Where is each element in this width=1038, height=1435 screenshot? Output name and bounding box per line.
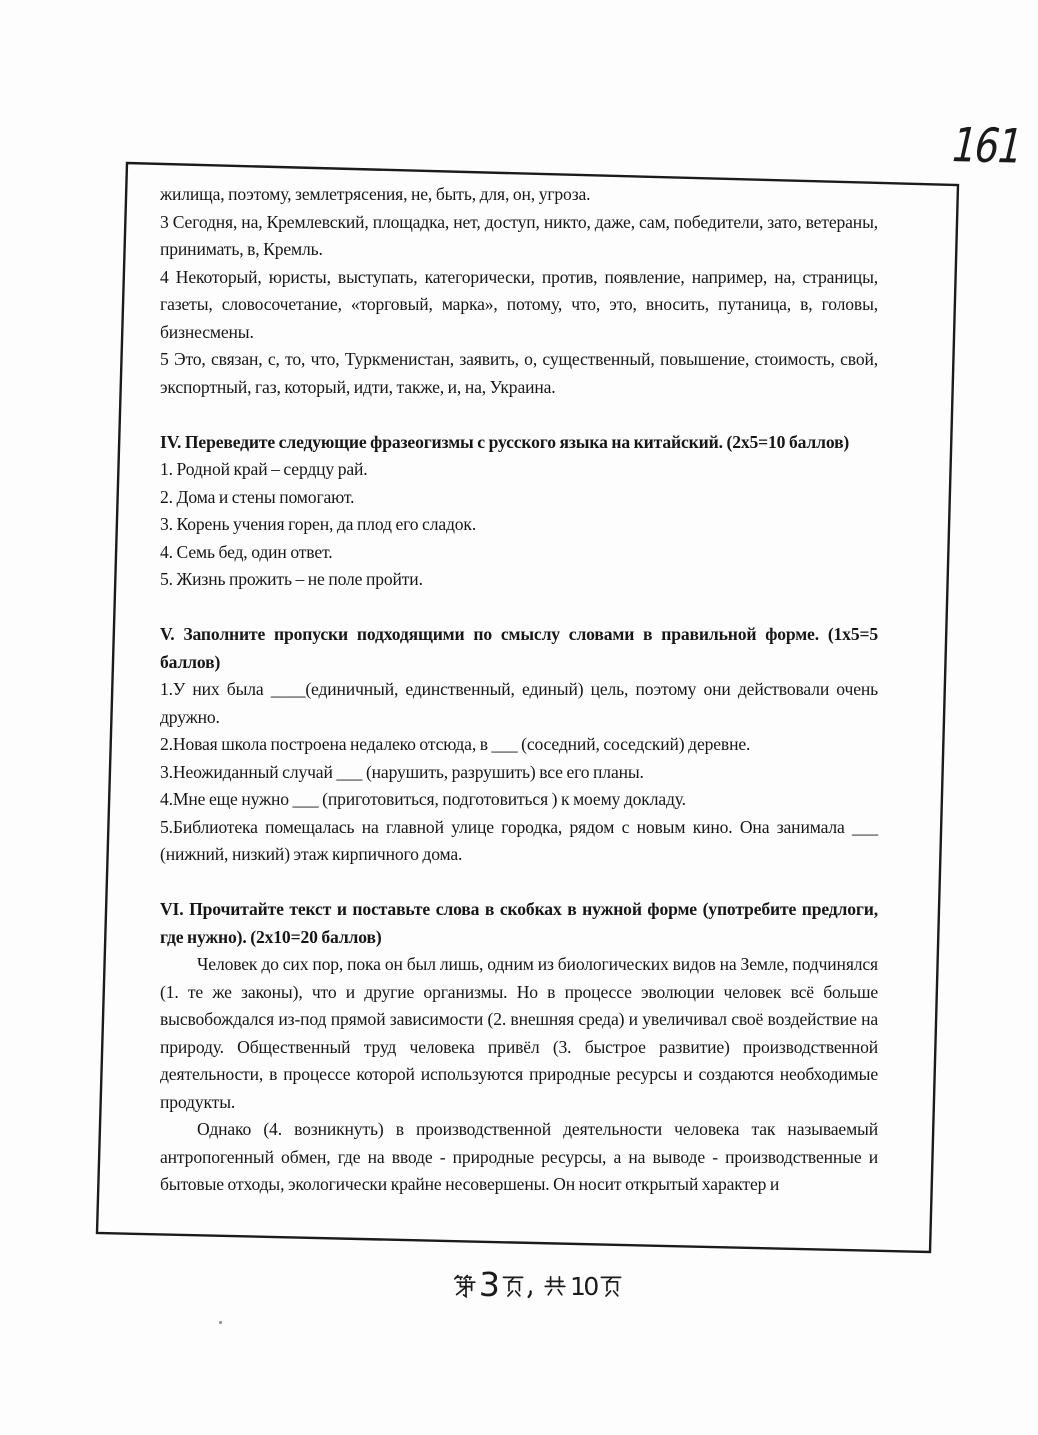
section-v-item-2: 2.Новая школа построена недалеко отсюда, в ___ (соседний, соседский) деревне.: [160, 734, 751, 754]
footer-hanzi-gong-icon: [543, 1274, 567, 1299]
section-vi-paragraph-1: Человек до сих пор, пока он был лишь, одним из биологических видов на Земле, подчинялся (1. те же законы), что и другие организмы. Но в процессе эволюции человек всё больше высвобождался из-под прямой зависимости (2. внешняя среда) и увеличивал своё воздействие на природу. Общественный труд человека привёл (3. быстрое развитие) производственной деятельности, в процессе которой используются природные ресурсы и создаются необходимые продукты.: [160, 954, 878, 1112]
word-order-item-continuation: жилища, поэтому, землетрясения, не, быть, для, он, угроза.: [160, 184, 591, 204]
section-iv-item-3: 3. Корень учения горен, да плод его сладок.: [160, 514, 477, 534]
exam-content: [160, 181, 878, 1199]
section-v-item-3: 3.Неожиданный случай ___ (нарушить, разрушить) все его планы.: [160, 761, 644, 782]
section-vi-paragraph-2: Однако (4. возникнуть) в производственной деятельности человека так называемый антропогенный обмен, где на вводе - природные ресурсы, а на выводе - производственные и бытовые отходы, экологически крайне несовершены. Он носит открытый характер и: [160, 1119, 878, 1194]
footer-page-number-handwritten: 3: [478, 1264, 501, 1305]
section-iv-heading: IV. Переведите следующие фразеогизмы с русского языка на китайский. (2x5=10 баллов): [160, 431, 850, 452]
footer-hanzi-di-icon: [453, 1274, 477, 1299]
section-iv-item-4: 4. Семь бед, один ответ.: [160, 541, 333, 562]
page-footer: [452, 1264, 624, 1305]
section-v-item-4: 4.Мне еще нужно ___ (приготовиться, подготовиться ) к моему докладу.: [160, 789, 686, 809]
word-order-item-5: 5 Это, связан, с, то, что, Туркменистан, заявить, о, существенный, повышение, стоимость, свой, экспортный, газ, который, идти, также, и, на, Украина.: [160, 349, 878, 397]
handwritten-corner-number: 161: [946, 118, 1027, 175]
section-iv-item-2: 2. Дома и стены помогают.: [160, 486, 355, 507]
section-vi-heading: VI. Прочитайте текст и поставьте слова в скобках в нужной форме (употребите предлоги, где нужно). (2x10=20 баллов): [160, 899, 878, 947]
footer-hanzi-ye-icon: [501, 1274, 525, 1299]
section-v-heading: V. Заполните пропуски подходящими по смыслу словами в правильной форме. (1x5=5 баллов): [160, 624, 878, 672]
scan-speck: [219, 1321, 222, 1324]
section-v-item-5: 5.Библиотека помещалась на главной улице городка, рядом с новым кино. Она занимала ___ (нижний, низкий) этаж кирпичного дома.: [160, 816, 878, 864]
footer-page-total-handwritten: 10: [570, 1272, 597, 1301]
footer-hanzi-ye2-icon: [599, 1274, 623, 1299]
section-iv-item-5: 5. Жизнь прожить – не поле пройти.: [160, 569, 423, 589]
word-order-item-3: 3 Сегодня, на, Кремлевский, площадка, нет, доступ, никто, даже, сам, победители, зато, ветераны, принимать, в, Кремль.: [160, 211, 878, 259]
section-iv-item-1: 1. Родной край – сердцу рай.: [160, 459, 368, 479]
footer-text: [452, 1299, 453, 1300]
section-v-item-1: 1.У них была ____(единичный, единственный, единый) цель, поэтому они действовали очень дружно.: [160, 679, 878, 727]
word-order-item-4: 4 Некоторый, юристы, выступать, категорически, против, появление, например, на, страницы, газеты, словосочетание, «торговый, марка», потому, что, это, вносить, путаница, в, головы, бизнесмены.: [160, 266, 878, 342]
footer-comma-icon: [526, 1276, 536, 1300]
